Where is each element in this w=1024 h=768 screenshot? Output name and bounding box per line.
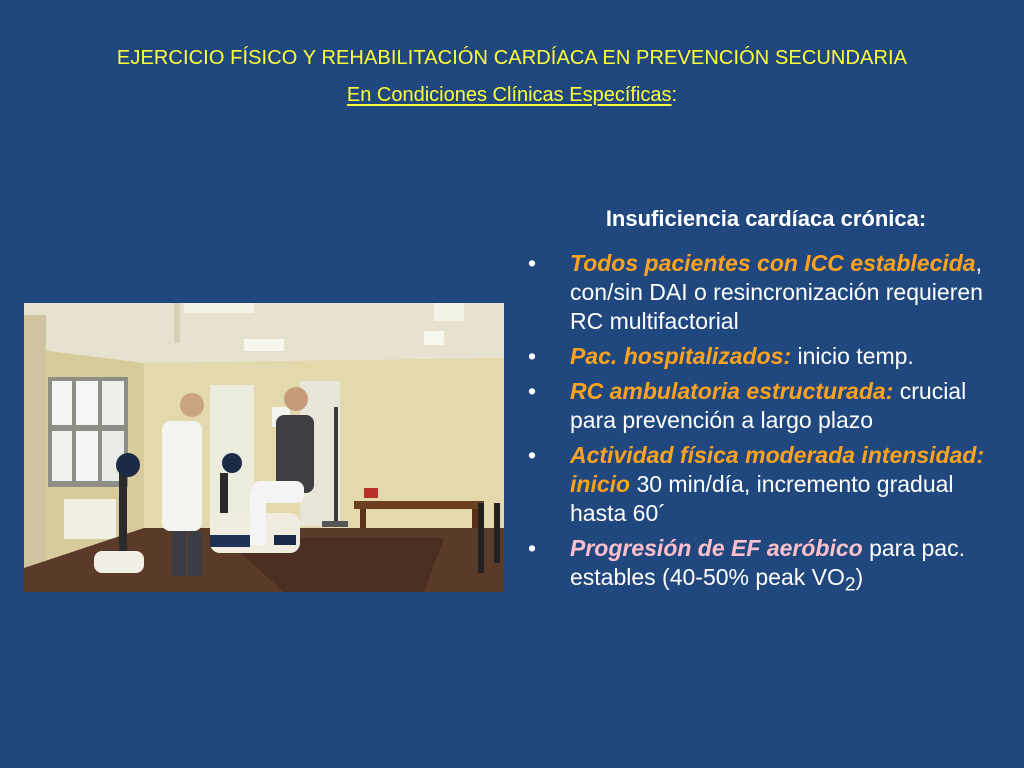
bullet-dot: • — [528, 442, 537, 468]
section-heading: Insuficiencia cardíaca crónica: — [605, 206, 927, 231]
bullet-emphasis: Todos pacientes con ICC establecida — [570, 250, 976, 276]
rehab-room-illustration — [24, 303, 504, 592]
bullet-item — [528, 441, 998, 528]
bullet-emphasis: Pac. hospitalizados: — [570, 343, 792, 369]
bullet-text-tail: ) — [855, 564, 864, 590]
bullet-dot: • — [528, 250, 537, 276]
bullet-text: , con/sin DAI o resincronización requieren RC multifactorial — [570, 250, 983, 334]
rehab-room-photo — [24, 303, 504, 592]
slide-subtitle-line — [0, 84, 1024, 107]
slide-subtitle-colon: : — [671, 84, 678, 106]
bullet-dot: • — [528, 378, 537, 404]
bullet-text: inicio temp. — [791, 343, 914, 369]
bullet-item — [528, 249, 998, 336]
bullet-subscript: 2 — [844, 574, 856, 596]
bullet-emphasis: RC ambulatoria estructurada: — [570, 378, 894, 404]
bullet-list — [528, 249, 998, 606]
bullet-item — [528, 534, 998, 600]
bullet-dot: • — [528, 343, 537, 369]
bullet-text: 30 min/día, incremento gradual hasta 60´ — [570, 471, 954, 526]
bullet-emphasis: Actividad física moderada intensidad: inicio — [570, 442, 985, 497]
bullet-text: para pac. estables (40-50% peak VO — [570, 535, 965, 590]
slide-title: EJERCICIO FÍSICO Y REHABILITACIÓN CARDÍACA EN PREVENCIÓN SECUNDARIA — [116, 47, 908, 69]
slide-subtitle-underlined: En Condiciones Clínicas Específicas — [346, 84, 672, 106]
bullet-text: crucial para prevención a largo plazo — [570, 378, 967, 433]
bullet-dot: • — [528, 535, 537, 561]
bullet-emphasis: Progresión de EF aeróbico — [570, 535, 863, 561]
bullet-item — [528, 377, 998, 435]
bullet-item — [528, 342, 998, 371]
